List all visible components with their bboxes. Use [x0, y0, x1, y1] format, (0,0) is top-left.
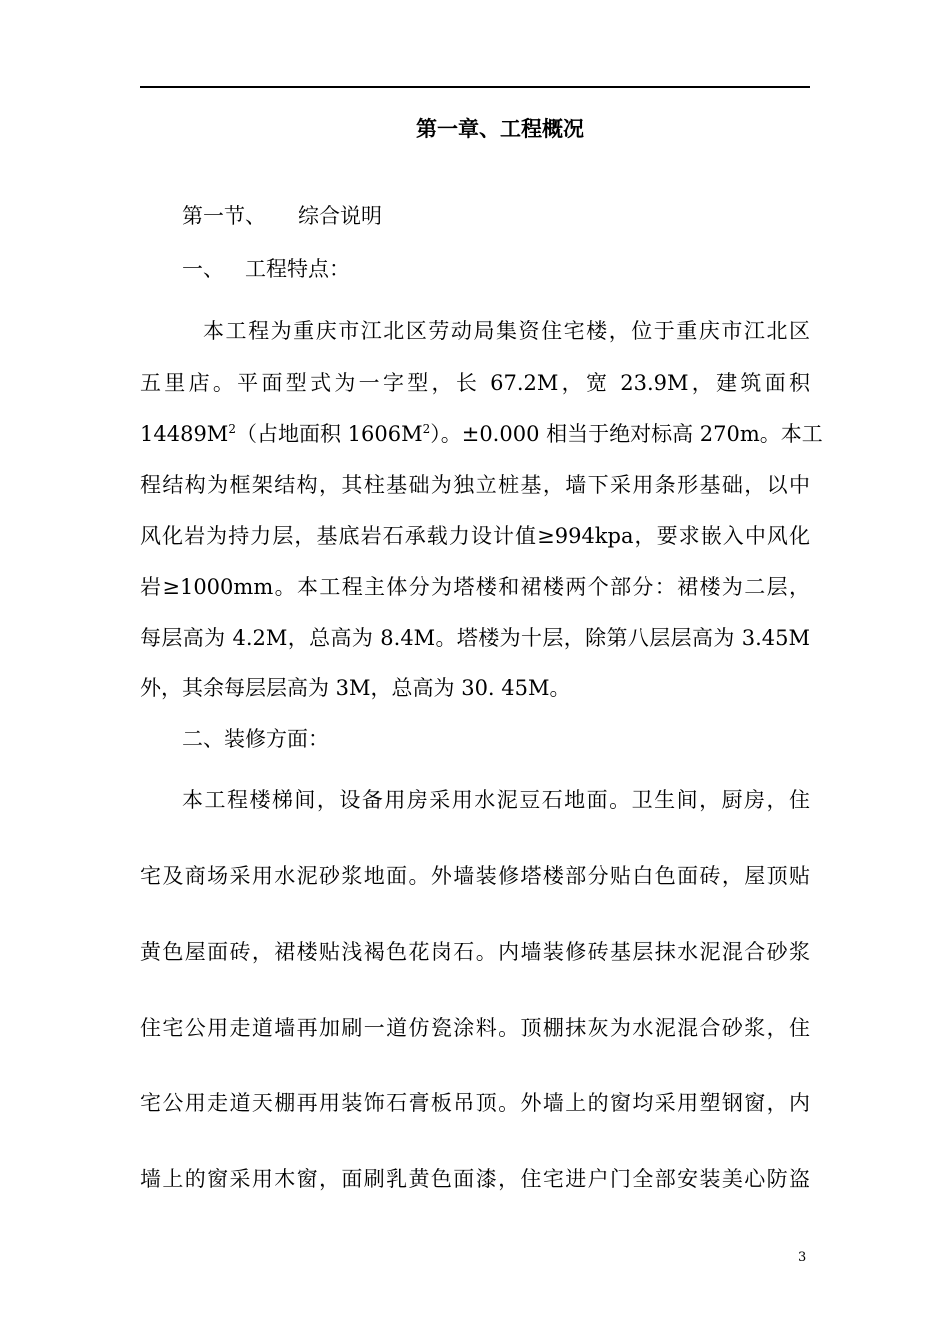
chapter-title: 第一章、工程概况	[416, 116, 584, 141]
paragraph-1-line: 五里店。平面型式为一字型，长 67.2M，宽 23.9M，建筑面积	[140, 371, 810, 395]
superscript: 2	[422, 422, 431, 436]
paragraph-1-line: 风化岩为持力层，基底岩石承载力设计值≥994kpa，要求嵌入中风化	[140, 524, 810, 548]
subsection-heading-2: 二、装修方面：	[182, 727, 329, 751]
paragraph-2-line: 黄色屋面砖，裙楼贴浅褐色花岗石。内墙装修砖基层抹水泥混合砂浆	[140, 940, 810, 964]
paragraph-1-line: 每层高为 4.2M，总高为 8.4M。塔楼为十层，除第八层层高为 3.45M	[140, 626, 810, 650]
paragraph-1-line	[140, 419, 823, 449]
paragraph-1-line: 岩≥1000mm。本工程主体分为塔楼和裙楼两个部分：裙楼为二层，	[140, 575, 810, 599]
paragraph-1-line: 外，其余每层层高为 3M，总高为 30. 45M。	[140, 676, 571, 700]
paragraph-1-line: 本工程为重庆市江北区劳动局集资住宅楼，位于重庆市江北区	[203, 319, 810, 343]
superscript: 2	[228, 422, 236, 436]
text-run: ）。±0.000 相当于绝对标高 270m。本工	[430, 422, 823, 446]
section-heading	[182, 201, 382, 231]
subsection-1-label: 一、	[182, 257, 224, 281]
header-rule	[140, 86, 810, 88]
section-heading-label: 第一节、	[182, 204, 266, 228]
page-number: 3	[798, 1250, 807, 1265]
text-run: （占地面积 1606M	[235, 422, 423, 446]
paragraph-2-line: 宅及商场采用水泥砂浆地面。外墙装修塔楼部分贴白色面砖，屋顶贴	[140, 864, 810, 888]
text-run: 14489M	[140, 422, 229, 446]
paragraph-2-line: 本工程楼梯间，设备用房采用水泥豆石地面。卫生间，厨房，住	[182, 788, 810, 812]
paragraph-2-line: 宅公用走道天棚再用装饰石膏板吊顶。外墙上的窗均采用塑钢窗，内	[140, 1091, 810, 1115]
paragraph-1-line: 程结构为框架结构，其柱基础为独立桩基，墙下采用条形基础，以中	[140, 473, 810, 497]
subsection-heading-1	[182, 254, 350, 284]
paragraph-2-line: 墙上的窗采用木窗，面刷乳黄色面漆，住宅进户门全部安装美心防盗	[140, 1167, 810, 1191]
section-heading-text: 综合说明	[298, 204, 382, 228]
subsection-1-text: 工程特点：	[245, 257, 350, 281]
paragraph-2-line: 住宅公用走道墙再加刷一道仿瓷涂料。顶棚抹灰为水泥混合砂浆，住	[140, 1016, 810, 1040]
